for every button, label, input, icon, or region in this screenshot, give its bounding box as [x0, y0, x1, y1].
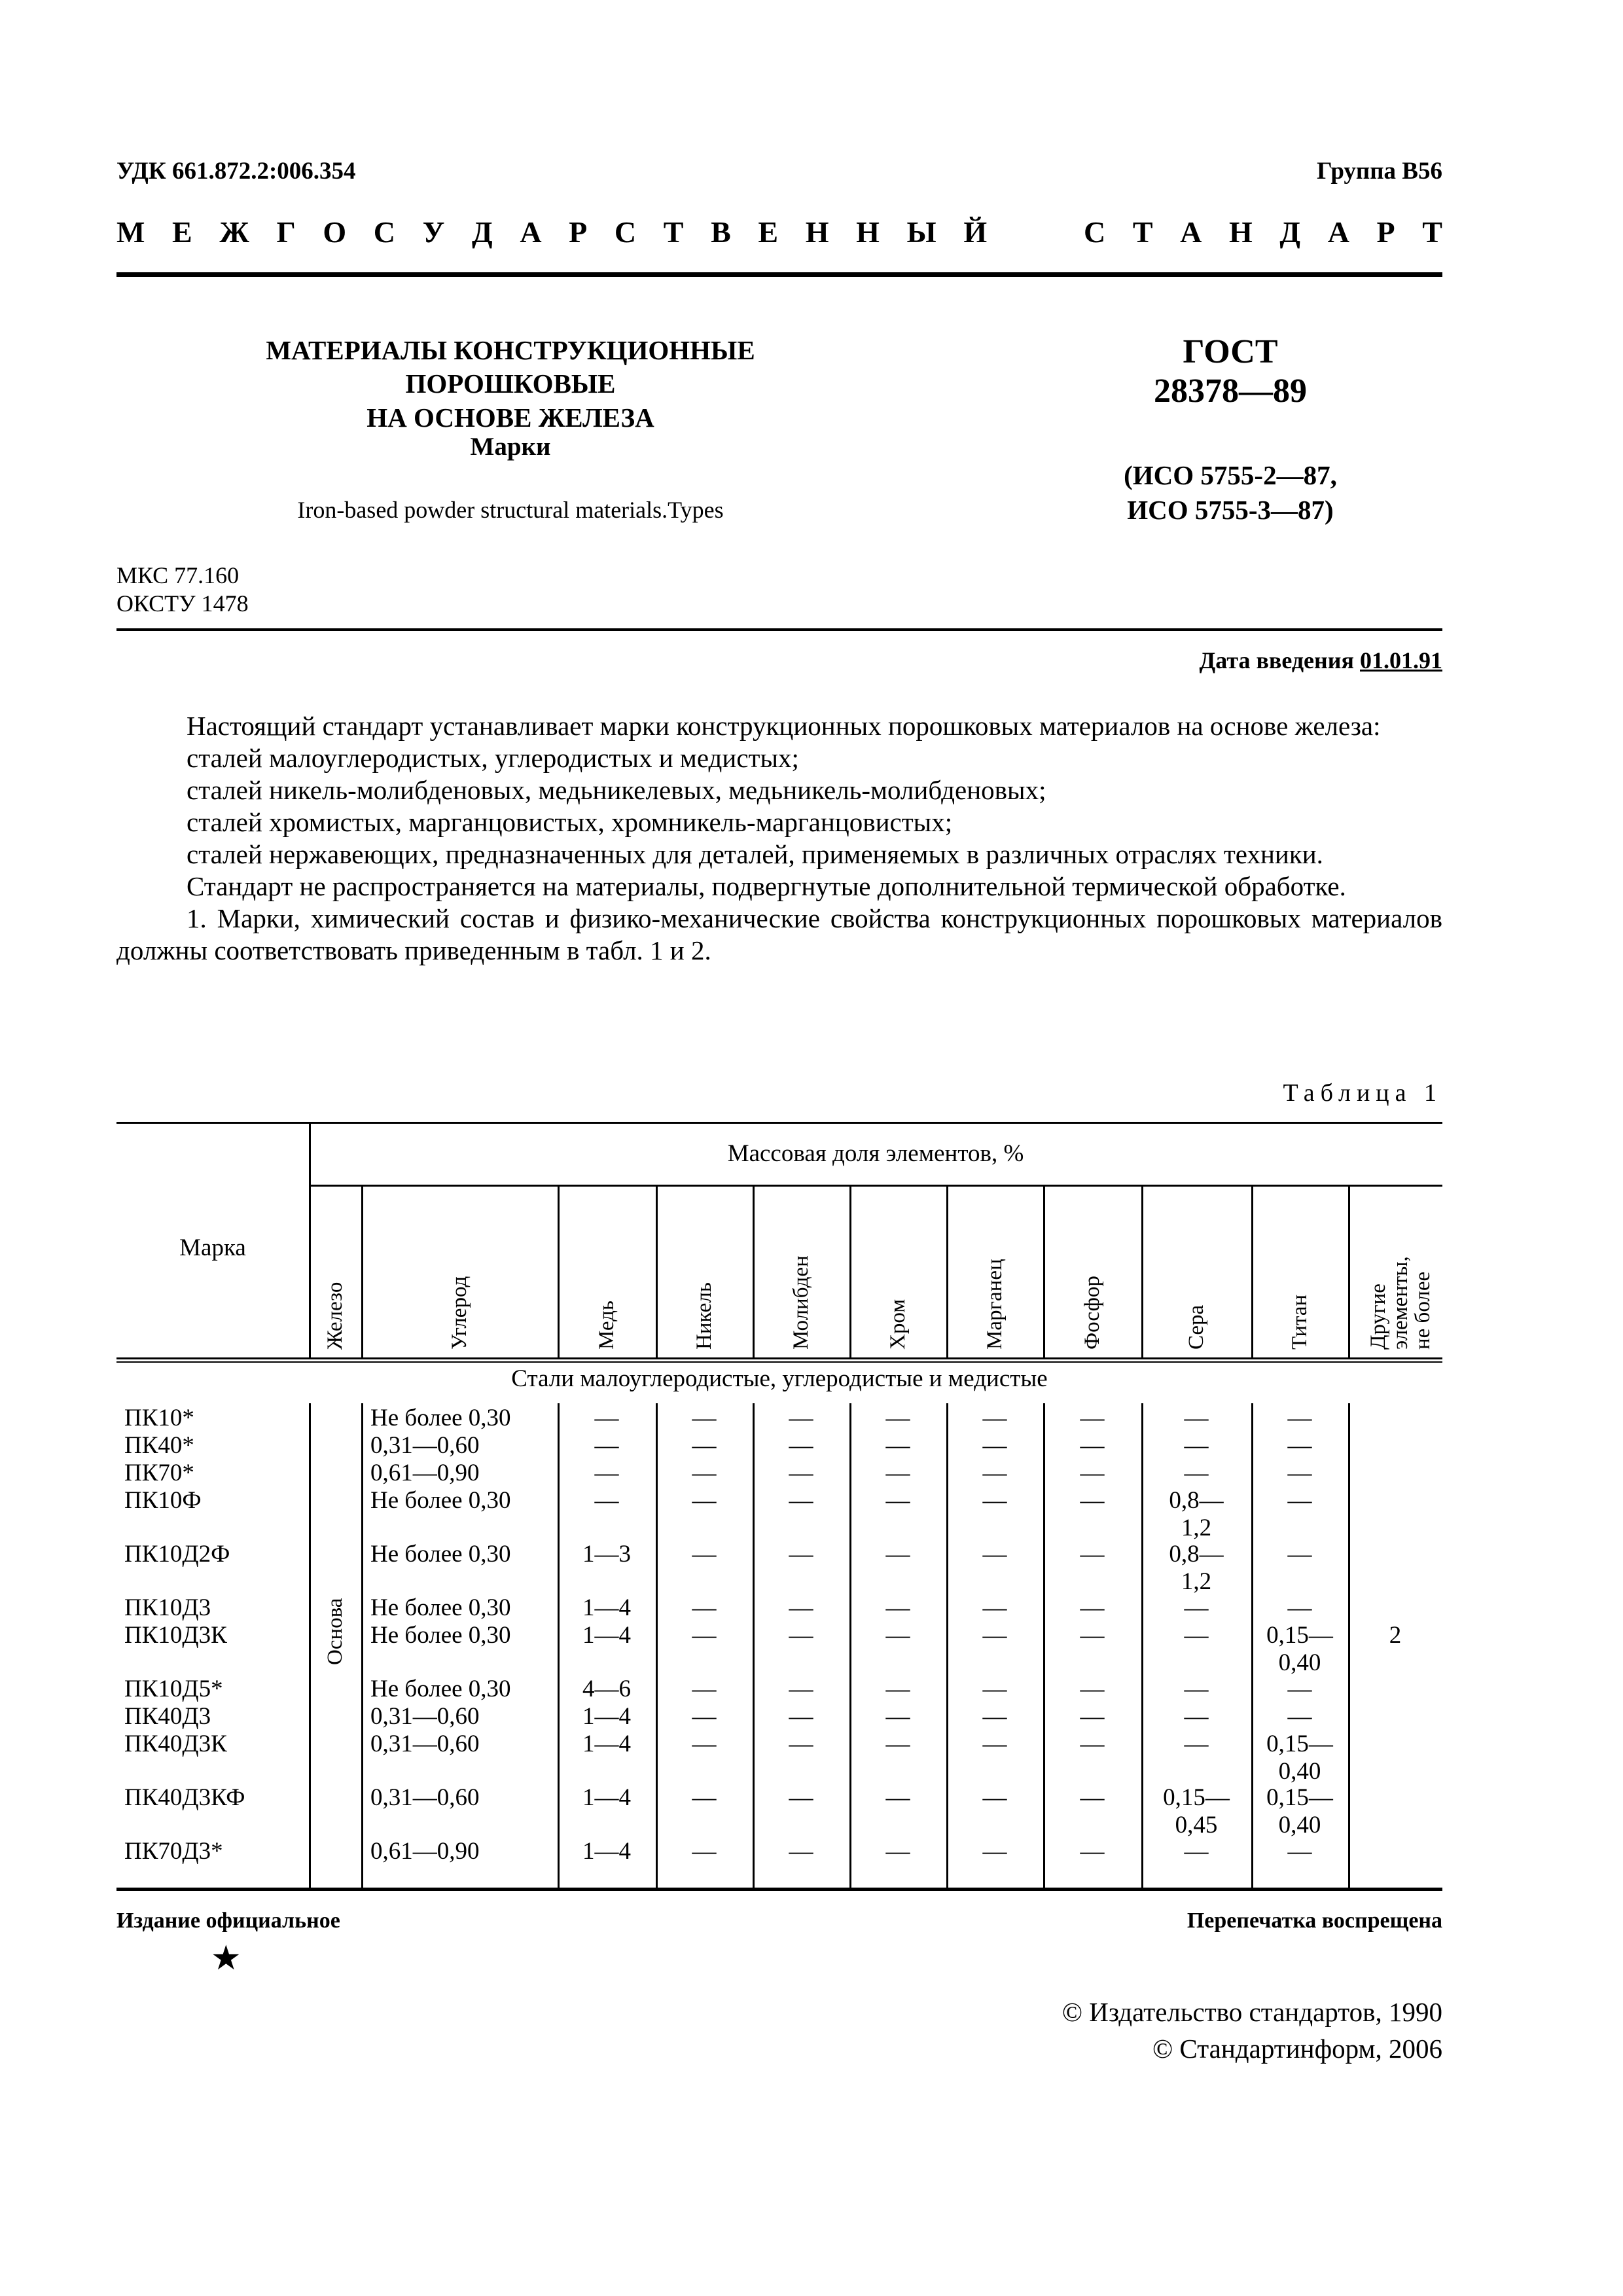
banner-letter: У	[422, 215, 445, 249]
row-chromium: —	[885, 1731, 910, 1757]
row-molybdenum: —	[789, 1676, 813, 1702]
table-caption: Таблица 1	[1283, 1079, 1442, 1107]
row-molybdenum: —	[789, 1622, 813, 1649]
row-nickel: —	[692, 1784, 717, 1811]
gost-label: ГОСТ	[1183, 333, 1278, 370]
top-rule	[116, 272, 1442, 277]
column-header-chromium: Хром	[886, 1299, 910, 1350]
row-titanium: —	[1287, 1541, 1312, 1568]
udk-code: УДК 661.872.2:006.354	[116, 158, 356, 185]
row-nickel: —	[692, 1487, 717, 1514]
row-marka: ПК40Д3К	[124, 1731, 227, 1757]
intro-list-item-1: сталей малоуглеродистых, углеродистых и медистых;	[187, 743, 799, 773]
row-carbon: 0,31—0,60	[370, 1784, 480, 1811]
row-titanium: —	[1287, 1703, 1312, 1730]
row-marka: ПК10*	[124, 1405, 194, 1431]
row-chromium: —	[885, 1460, 910, 1486]
intro-list-item-2: сталей никель-молибденовых, медьникелевых, медьникель-молибденовых;	[187, 775, 1046, 805]
banner-letter: Т	[1422, 215, 1442, 249]
banner-letter: Р	[569, 215, 588, 249]
row-carbon: 0,31—0,60	[370, 1432, 480, 1459]
row-sulfur-cont: 0,45	[1175, 1812, 1218, 1839]
okstu-code: ОКСТУ 1478	[116, 590, 249, 617]
column-header-other-line: не более	[1411, 1271, 1435, 1350]
mid-rule	[116, 628, 1442, 631]
row-copper: 1—4	[582, 1784, 631, 1811]
other-elements-value: 2	[1389, 1622, 1402, 1649]
row-sulfur: —	[1184, 1838, 1209, 1865]
gost-designation	[1060, 332, 1400, 411]
row-sulfur: —	[1184, 1432, 1209, 1459]
row-molybdenum: —	[789, 1405, 813, 1431]
column-header-sulfur: Сера	[1185, 1304, 1208, 1350]
row-nickel: —	[692, 1703, 717, 1730]
row-molybdenum: —	[789, 1703, 813, 1730]
section-heading: Стали малоуглеродистые, углеродистые и медистые	[511, 1365, 1048, 1392]
row-manganese: —	[982, 1622, 1007, 1649]
iso-ref-2: ИСО 5755-3—87)	[1127, 495, 1334, 526]
row-manganese: —	[982, 1703, 1007, 1730]
col-divider	[753, 1185, 755, 1357]
row-sulfur-cont: 1,2	[1181, 1568, 1212, 1595]
row-titanium: —	[1287, 1676, 1312, 1702]
row-marka: ПК10Д5*	[124, 1676, 223, 1702]
row-molybdenum: —	[789, 1594, 813, 1621]
row-titanium: —	[1287, 1487, 1312, 1514]
iso-references	[1060, 458, 1400, 528]
row-chromium: —	[885, 1432, 910, 1459]
row-phosphorus: —	[1080, 1731, 1105, 1757]
row-copper: 1—4	[582, 1838, 631, 1865]
row-marka: ПК10Д3К	[124, 1622, 227, 1649]
row-copper: —	[594, 1487, 619, 1514]
row-sulfur: —	[1184, 1460, 1209, 1486]
banner-letter: Д	[1279, 215, 1301, 249]
banner-letter: Т	[1132, 215, 1153, 249]
row-manganese: —	[982, 1784, 1007, 1811]
row-titanium: —	[1287, 1594, 1312, 1621]
iso-ref-1: (ИСО 5755-2—87,	[1124, 460, 1337, 490]
row-nickel: —	[692, 1838, 717, 1865]
row-marka: ПК40Д3КФ	[124, 1784, 245, 1811]
row-copper: 1—4	[582, 1731, 631, 1757]
title-line-1: МАТЕРИАЛЫ КОНСТРУКЦИОННЫЕ ПОРОШКОВЫЕ	[266, 335, 755, 399]
row-carbon: 0,31—0,60	[370, 1703, 480, 1730]
column-header-copper: Медь	[595, 1300, 618, 1350]
row-manganese: —	[982, 1487, 1007, 1514]
col-divider	[309, 1403, 311, 1888]
document-title	[216, 334, 805, 435]
row-molybdenum: —	[789, 1460, 813, 1486]
col-divider	[1251, 1185, 1253, 1357]
table-top-rule	[116, 1122, 1442, 1124]
row-sulfur: 0,8—	[1169, 1487, 1224, 1514]
banner-letter: Н	[805, 215, 829, 249]
interstate-standard-banner	[116, 215, 1442, 249]
row-sulfur: —	[1184, 1405, 1209, 1431]
title-line-2: НА ОСНОВЕ ЖЕЛЕЗА	[366, 402, 654, 433]
row-carbon: Не более 0,30	[370, 1622, 511, 1649]
row-manganese: —	[982, 1594, 1007, 1621]
row-molybdenum: —	[789, 1731, 813, 1757]
row-titanium: —	[1287, 1405, 1312, 1431]
row-nickel: —	[692, 1432, 717, 1459]
marka-header: Марка	[179, 1234, 246, 1261]
row-chromium: —	[885, 1676, 910, 1702]
row-phosphorus: —	[1080, 1676, 1105, 1702]
row-carbon: Не более 0,30	[370, 1541, 511, 1568]
row-copper: 1—4	[582, 1622, 631, 1649]
row-carbon: 0,61—0,90	[370, 1460, 480, 1486]
col-divider	[1348, 1185, 1350, 1357]
intro-paragraph-3: 1. Марки, химический состав и физико-механические свойства конструкционных порошковых материалов должны соответствовать приведенным в табл. 1 и 2.	[116, 903, 1442, 965]
column-header-phosphorus: Фосфор	[1080, 1276, 1104, 1350]
banner-letter: Р	[1376, 215, 1395, 249]
row-marka: ПК70*	[124, 1460, 194, 1486]
row-titanium: —	[1287, 1460, 1312, 1486]
row-phosphorus: —	[1080, 1487, 1105, 1514]
row-nickel: —	[692, 1541, 717, 1568]
row-marka: ПК40*	[124, 1432, 194, 1459]
date-label: Дата введения	[1199, 647, 1354, 673]
row-chromium: —	[885, 1541, 910, 1568]
col-divider	[849, 1185, 851, 1357]
date-value: 01.01.91	[1360, 647, 1442, 673]
group-code: Группа В56	[1317, 158, 1442, 185]
banner-letter	[1049, 215, 1057, 249]
reprint-notice: Перепечатка воспрещена	[1186, 1909, 1442, 1933]
row-marka: ПК10Ф	[124, 1487, 202, 1514]
row-sulfur: 0,8—	[1169, 1541, 1224, 1568]
row-molybdenum: —	[789, 1541, 813, 1568]
intro-text	[116, 710, 1442, 967]
row-phosphorus: —	[1080, 1541, 1105, 1568]
row-chromium: —	[885, 1703, 910, 1730]
row-titanium: —	[1287, 1432, 1312, 1459]
row-titanium-cont: 0,40	[1278, 1758, 1321, 1785]
column-header-other-line: Другие	[1366, 1283, 1390, 1350]
group-header: Массовая доля элементов, %	[727, 1140, 1024, 1167]
banner-letter: Ы	[906, 215, 936, 249]
banner-letter: Г	[276, 215, 296, 249]
row-sulfur: —	[1184, 1703, 1209, 1730]
banner-letter: Н	[1229, 215, 1253, 249]
row-molybdenum: —	[789, 1838, 813, 1865]
row-titanium: 0,15—	[1266, 1731, 1333, 1757]
banner-letter: Н	[856, 215, 880, 249]
intro-list-item-4: сталей нержавеющих, предназначенных для деталей, применяемых в различных отраслях техники.	[187, 839, 1323, 869]
row-chromium: —	[885, 1838, 910, 1865]
row-copper: —	[594, 1460, 619, 1486]
row-titanium: —	[1287, 1838, 1312, 1865]
row-carbon: Не более 0,30	[370, 1676, 511, 1702]
classification-codes	[116, 562, 249, 618]
copyright-block	[1062, 1994, 1442, 2067]
row-molybdenum: —	[789, 1432, 813, 1459]
introduction-date	[1200, 647, 1443, 674]
row-molybdenum: —	[789, 1784, 813, 1811]
banner-letter: С	[373, 215, 396, 249]
row-chromium: —	[885, 1405, 910, 1431]
gost-number: 28378—89	[1154, 372, 1307, 410]
row-copper: 1—4	[582, 1703, 631, 1730]
row-sulfur: 0,15—	[1163, 1784, 1230, 1811]
banner-letter: М	[116, 215, 145, 249]
row-sulfur-cont: 1,2	[1181, 1515, 1212, 1541]
intro-paragraph-1: Настоящий стандарт устанавливает марки конструкционных порошковых материалов на основе железа:	[187, 711, 1381, 741]
row-manganese: —	[982, 1731, 1007, 1757]
column-header-other-line: элементы,	[1389, 1256, 1412, 1350]
row-sulfur: —	[1184, 1622, 1209, 1649]
row-marka: ПК70Д3*	[124, 1838, 223, 1865]
column-header-iron: Железо	[323, 1282, 347, 1350]
row-copper: —	[594, 1432, 619, 1459]
banner-letter: А	[1180, 215, 1202, 249]
col-divider	[558, 1185, 560, 1357]
header-bottom-rule-2	[116, 1361, 1442, 1363]
row-manganese: —	[982, 1676, 1007, 1702]
row-nickel: —	[692, 1594, 717, 1621]
banner-letter: А	[520, 215, 542, 249]
col-divider	[1141, 1185, 1143, 1357]
banner-letter: С	[614, 215, 637, 249]
header-bottom-rule	[116, 1357, 1442, 1359]
col-divider	[361, 1185, 363, 1357]
row-phosphorus: —	[1080, 1460, 1105, 1486]
row-manganese: —	[982, 1460, 1007, 1486]
row-molybdenum: —	[789, 1487, 813, 1514]
column-header-nickel: Никель	[692, 1282, 716, 1350]
english-title: Iron-based powder structural materials.Types	[297, 497, 724, 523]
row-marka: ПК40Д3	[124, 1703, 211, 1730]
col-divider	[361, 1403, 363, 1888]
intro-list-item-3: сталей хромистых, марганцовистых, хромникель-марганцовистых;	[187, 807, 953, 837]
column-header-molybdenum: Молибден	[789, 1255, 813, 1350]
row-phosphorus: —	[1080, 1405, 1105, 1431]
row-sulfur: —	[1184, 1676, 1209, 1702]
row-copper: 4—6	[582, 1676, 631, 1702]
row-phosphorus: —	[1080, 1432, 1105, 1459]
row-carbon: Не более 0,30	[370, 1487, 511, 1514]
row-carbon: Не более 0,30	[370, 1405, 511, 1431]
row-phosphorus: —	[1080, 1838, 1105, 1865]
row-carbon: 0,61—0,90	[370, 1838, 480, 1865]
row-manganese: —	[982, 1541, 1007, 1568]
row-sulfur: —	[1184, 1731, 1209, 1757]
column-header-other	[1367, 1256, 1434, 1350]
banner-letter: С	[1083, 215, 1106, 249]
banner-letter: Д	[472, 215, 493, 249]
row-carbon: 0,31—0,60	[370, 1731, 480, 1757]
row-titanium: 0,15—	[1266, 1784, 1333, 1811]
row-nickel: —	[692, 1731, 717, 1757]
row-manganese: —	[982, 1405, 1007, 1431]
column-header-manganese: Марганец	[983, 1259, 1007, 1350]
row-chromium: —	[885, 1594, 910, 1621]
row-nickel: —	[692, 1460, 717, 1486]
banner-letter: Е	[758, 215, 779, 249]
composition-table	[116, 1122, 1442, 1865]
row-titanium-cont: 0,40	[1278, 1812, 1321, 1839]
banner-letter: Й	[963, 215, 988, 249]
row-copper: —	[594, 1405, 619, 1431]
mks-code: МКС 77.160	[116, 562, 240, 588]
row-chromium: —	[885, 1622, 910, 1649]
row-nickel: —	[692, 1405, 717, 1431]
document-subtitle: Марки	[470, 433, 551, 461]
banner-letter: В	[711, 215, 731, 249]
group-header-rule	[309, 1185, 1442, 1187]
copyright-1: © Издательство стандартов, 1990	[1061, 1997, 1442, 2027]
row-titanium: 0,15—	[1266, 1622, 1333, 1649]
banner-letter: А	[1327, 215, 1349, 249]
row-manganese: —	[982, 1838, 1007, 1865]
row-phosphorus: —	[1080, 1784, 1105, 1811]
column-header-carbon: Углерод	[448, 1276, 471, 1350]
row-nickel: —	[692, 1676, 717, 1702]
row-chromium: —	[885, 1784, 910, 1811]
row-carbon: Не более 0,30	[370, 1594, 511, 1621]
row-marka: ПК10Д3	[124, 1594, 211, 1621]
row-manganese: —	[982, 1432, 1007, 1459]
row-marka: ПК10Д2Ф	[124, 1541, 230, 1568]
col-divider	[1043, 1185, 1045, 1357]
col-divider	[946, 1185, 948, 1357]
banner-letter: Т	[663, 215, 684, 249]
row-phosphorus: —	[1080, 1622, 1105, 1649]
row-copper: 1—3	[582, 1541, 631, 1568]
copyright-2: © Стандартинформ, 2006	[1152, 2034, 1442, 2064]
row-nickel: —	[692, 1622, 717, 1649]
footer-rule	[116, 1888, 1442, 1891]
row-phosphorus: —	[1080, 1703, 1105, 1730]
row-chromium: —	[885, 1487, 910, 1514]
iron-base-value: Основа	[323, 1598, 347, 1665]
row-copper: 1—4	[582, 1594, 631, 1621]
col-divider	[656, 1185, 658, 1357]
row-phosphorus: —	[1080, 1594, 1105, 1621]
row-sulfur: —	[1184, 1594, 1209, 1621]
banner-letter: Е	[172, 215, 192, 249]
banner-letter	[1014, 215, 1022, 249]
banner-letter: Ж	[219, 215, 249, 249]
column-header-titanium: Титан	[1288, 1294, 1311, 1350]
banner-letter: О	[323, 215, 347, 249]
star-icon: ★	[211, 1940, 241, 1977]
intro-paragraph-2: Стандарт не распространяется на материалы, подвергнутые дополнительной термической обработке.	[187, 871, 1346, 901]
official-edition: Издание официальное	[116, 1909, 340, 1933]
row-titanium-cont: 0,40	[1278, 1649, 1321, 1676]
